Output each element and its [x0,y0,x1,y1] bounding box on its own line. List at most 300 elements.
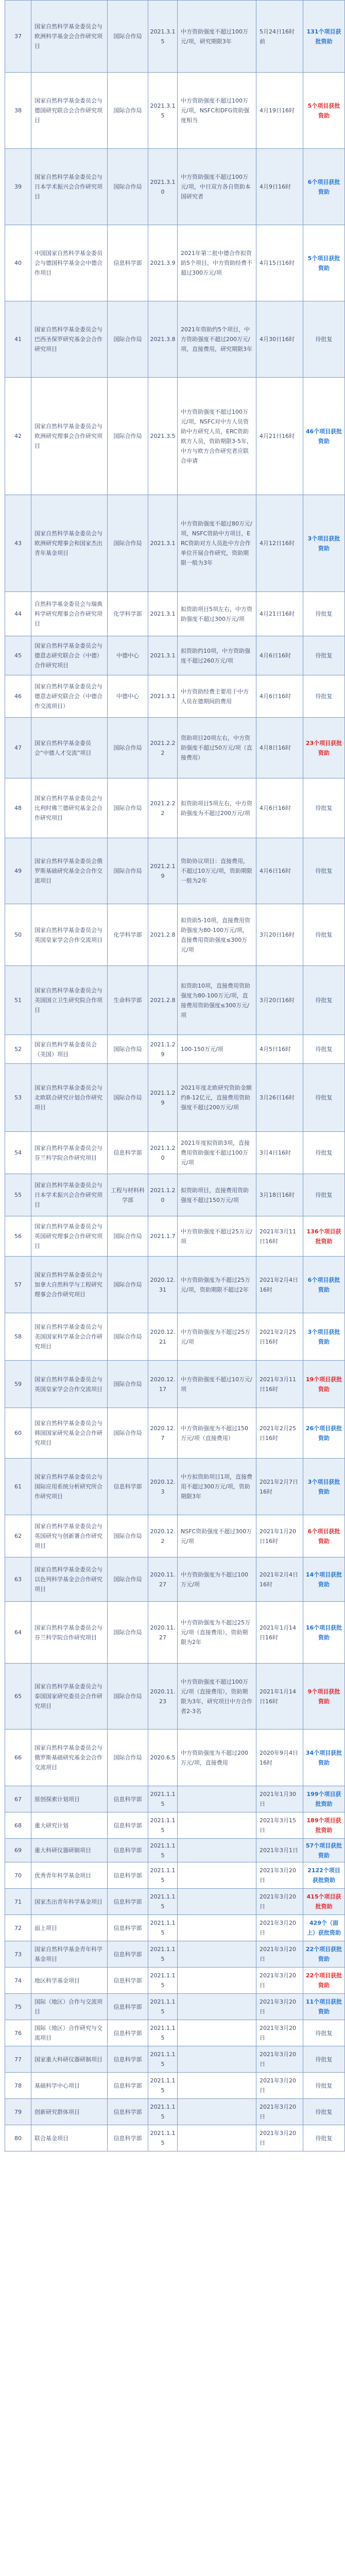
project-name: 国家自然科学基金委员会与美国国立卫生研究院合作项目 [31,966,108,1035]
table-row [5,1786,345,1812]
funding-detail: 中方资助经费主要用于中方人员在德期间的费用 [178,675,256,718]
department: 国际合作局 [108,1,148,73]
funding-detail: 中方资助强度不超过10万元/项 [178,1361,256,1408]
department: 国际合作局 [108,73,148,149]
project-name: 面上项目 [31,1915,108,1941]
deadline: 2021年2月7日16时 [256,1459,303,1515]
row-index: 54 [5,1132,31,1174]
status-link[interactable]: 429个（面上）获批资助 [307,1920,341,1936]
department: 生命科学部 [108,966,148,1035]
deadline: 4月6日16时 [256,778,303,838]
status-link: 待批复 [315,336,333,343]
status-link: 待批复 [315,2029,333,2037]
status-badge [303,966,345,1035]
funding-detail: 中方拟资助项目1项，直接费用不超过300万元/项，资助期限3年 [178,1459,256,1515]
department: 信息科学部 [108,2020,148,2046]
deadline: 2020年9月4日16时 [256,1730,303,1786]
deadline: 2021年1月20日16时 [256,1515,303,1557]
row-index: 74 [5,1968,31,1994]
funding-detail: 资助协议项目：直接费用，不超过10万元/项，资助期限一般为2年 [178,838,256,904]
row-index: 61 [5,1459,31,1515]
deadline: 4月8日16时 [256,718,303,778]
deadline: 4月6日16时 [256,675,303,718]
status-badge [303,2099,345,2125]
project-name: 国家自然科学基金委员会与英国皇家学会合作交流项目 [31,1361,108,1408]
department: 信息科学部 [108,1459,148,1515]
funding-detail: NSFC资助强度不超过300万元/项 [178,1515,256,1557]
status-link[interactable]: 22个项目获批资助 [305,1946,342,1962]
funding-detail: 拟资助5-10项，直接费用资助强度为80-100万元/项，直接费用资助强度≤300万元/项 [178,904,256,966]
deadline: 4月19日16时 [256,73,303,149]
project-name: 联合基金项目 [31,2125,108,2151]
status-link[interactable]: 16个项目获批资助 [305,1624,342,1641]
status-badge [303,1557,345,1602]
project-name: 国家自然科学基金委员会与德意志研究联合会（中德合作交流项目） [31,675,108,718]
deadline: 2021年2月25日16时 [256,1408,303,1459]
status-link[interactable]: 131个项目获批资助 [306,28,341,45]
deadline: 2021年2月4日16时 [256,1557,303,1602]
project-name: 创新研究群体项目 [31,2099,108,2125]
status-badge [303,2073,345,2099]
department: 化学科学部 [108,904,148,966]
deadline: 2021年3月20日 [256,2099,303,2125]
department: 国际合作局 [108,1361,148,1408]
deadline: 3月26日16时 [256,1064,303,1132]
deadline: 2021年1月14日16时 [256,1664,303,1730]
row-index: 62 [5,1515,31,1557]
status-badge [303,301,345,378]
row-index: 77 [5,2046,31,2073]
table-row [5,838,345,904]
status-link[interactable]: 57个项目获批资助 [305,1842,342,1859]
department: 国际合作局 [108,301,148,378]
project-name: 国家自然科学基金委员会与俄罗斯基础研究基金会合作交流项目 [31,1730,108,1786]
publish-date: 2020.12.17 [148,1361,178,1408]
deadline: 2021年2月25日16时 [256,1313,303,1361]
table-row [5,1602,345,1664]
table-row [5,1257,345,1313]
department: 国际合作局 [108,149,148,225]
publish-date: 2021.1.15 [148,2073,178,2099]
publish-date: 2020.6.5 [148,1730,178,1786]
status-badge [303,2020,345,2046]
department: 国际合作局 [108,1035,148,1064]
department: 信息科学部 [108,2099,148,2125]
row-index: 64 [5,1602,31,1664]
deadline: 2021年3月1日 [256,1839,303,1862]
row-index: 68 [5,1812,31,1839]
deadline: 2021年3月20日 [256,2125,303,2151]
funding-detail [178,1812,256,1839]
department: 国际合作局 [108,1313,148,1361]
status-badge [303,778,345,838]
status-badge [303,1664,345,1730]
table-row [5,1862,345,1889]
table-row [5,1174,345,1216]
department: 国际合作局 [108,1730,148,1786]
table-row [5,1408,345,1459]
publish-date: 2021.3.1 [148,636,178,675]
row-index: 38 [5,73,31,149]
row-index: 41 [5,301,31,378]
publish-date: 2021.1.15 [148,2099,178,2125]
department: 信息科学部 [108,2046,148,2073]
row-index: 39 [5,149,31,225]
publish-date: 2021.2.22 [148,778,178,838]
department: 信息科学部 [108,2073,148,2099]
status-link[interactable]: 22个项目获批资助 [305,1972,342,1989]
project-name: 国家自然科学基金委员会与德意志研究联合会（中德）合作研究项目 [31,636,108,675]
status-badge [303,1,345,73]
table-row [5,1557,345,1602]
deadline: 2021年3月20日 [256,2073,303,2099]
funding-detail: 2021年第二批中德合作拟资助5个项目，中方资助经费不超过300万元/项 [178,225,256,301]
status-link[interactable]: 5个项目获批资助 [307,255,340,272]
project-name: 自然科学基金委员会与瑞典科学研究理事会合作研究项目 [31,592,108,636]
project-name: 基础科学中心项目 [31,2073,108,2099]
table-row [5,592,345,636]
project-name: 地区科学基金项目 [31,1968,108,1994]
status-badge [303,1216,345,1257]
department: 信息科学部 [108,1941,148,1968]
deadline: 2021年3月20日 [256,1915,303,1941]
status-link: 待批复 [315,2056,333,2063]
status-link[interactable]: 6个项目获批资助 [307,1276,340,1293]
publish-date: 2020.12.31 [148,1257,178,1313]
row-index: 63 [5,1557,31,1602]
status-badge [303,1515,345,1557]
project-name: 国家重大科研仪器研制项目 [31,2046,108,2073]
publish-date: 2021.3.1 [148,592,178,636]
status-badge [303,1812,345,1839]
funding-detail [178,1915,256,1941]
publish-date: 2021.3.9 [148,225,178,301]
funding-detail: 2021年度拟资助3项，直接费用资助强度不超过100万元/项 [178,1132,256,1174]
project-name: 国家自然科学基金委员会与巴西圣保罗研究基金会合作研究项目 [31,301,108,378]
table-row [5,1459,345,1515]
department: 国际合作局 [108,1664,148,1730]
status-link[interactable]: 2122个项目获批资助 [307,1867,340,1884]
project-name: 国际（地区）合作研究与交流项目 [31,2020,108,2046]
deadline: 2021年3月20日 [256,1862,303,1889]
publish-date: 2021.1.15 [148,1812,178,1839]
status-link: 待批复 [315,693,333,700]
publish-date: 2021.1.29 [148,1035,178,1064]
publish-date: 2021.1.15 [148,1941,178,1968]
status-badge [303,225,345,301]
department: 信息科学部 [108,1839,148,1862]
status-badge [303,1361,345,1408]
status-link[interactable]: 5个项目获批资助 [307,102,340,119]
department: 中德中心 [108,636,148,675]
project-name: 国家自然科学基金委员会与韩国国家研究基金会合作研究项目 [31,1408,108,1459]
row-index: 40 [5,225,31,301]
deadline: 2021年3月20日 [256,1889,303,1915]
row-index: 57 [5,1257,31,1313]
table-row [5,1812,345,1839]
department: 信息科学部 [108,1889,148,1915]
deadline: 5月24日16时前 [256,1,303,73]
table-row [5,1361,345,1408]
table-row [5,636,345,675]
row-index: 49 [5,838,31,904]
status-badge [303,675,345,718]
status-link: 待批复 [315,805,333,811]
status-badge [303,1174,345,1216]
publish-date: 2021.1.15 [148,1968,178,1994]
row-index: 79 [5,2099,31,2125]
department: 信息科学部 [108,1132,148,1174]
project-name: 国家自然科学基金委员会与欧洲研究理事会合作研究项目 [31,378,108,495]
status-link[interactable]: 9个项目获批资助 [307,1688,340,1705]
project-name: 国家自然科学基金委员会与日本学术振兴会合作研究项目 [31,1174,108,1216]
row-index: 66 [5,1730,31,1786]
status-badge [303,1459,345,1515]
table-row [5,1216,345,1257]
table-row [5,1064,345,1132]
funding-detail: 中方资助强度为不超过25万元/项（直接费用），资助期限为2年 [178,1602,256,1664]
publish-date: 2021.2.8 [148,904,178,966]
deadline: 2021年3月11日16时 [256,1216,303,1257]
funding-detail [178,1786,256,1812]
status-badge [303,636,345,675]
funding-detail: 中方资助强度不超过100万元/项，中日双方各自资助本国研究者 [178,149,256,225]
status-link: 待批复 [315,1149,333,1156]
row-index: 67 [5,1786,31,1812]
status-badge [303,1730,345,1786]
deadline: 2021年3月20日 [256,2046,303,2073]
funding-detail: 中方资助强度不超过100万元/项，NSFC和DFG资助强度相当 [178,73,256,149]
status-link[interactable]: 26个项目获批资助 [305,1425,342,1442]
status-badge [303,1313,345,1361]
status-link: 待批复 [315,931,333,938]
funding-detail: 中方资助强度为不超过25万元/项 [178,1313,256,1361]
project-name: 国家自然科学基金委员会与国际应用系统分析研究所合作研究项目 [31,1459,108,1515]
project-name: 国家自然科学基金委员会与以色列科学基金会合作研究项目 [31,1557,108,1602]
table-row [5,378,345,495]
row-index: 76 [5,2020,31,2046]
status-link: 待批复 [315,868,333,874]
project-name: 国家自然科学基金委员会与欧洲科学基金会合作研究项目 [31,1,108,73]
status-link: 待批复 [315,997,333,1004]
department: 国际合作局 [108,1257,148,1313]
table-row [5,1515,345,1557]
table-row [5,2099,345,2125]
status-badge [303,718,345,778]
publish-date: 2020.11.27 [148,1602,178,1664]
status-link[interactable]: 415个项目获批资助 [306,1893,341,1910]
funding-detail [178,2020,256,2046]
funding-detail [178,2046,256,2073]
status-link: 待批复 [315,1192,333,1198]
publish-date: 2020.11.27 [148,1557,178,1602]
table-row [5,73,345,149]
project-name: 国家自然科学基金委员会与日本学术振兴会合作研究项目 [31,149,108,225]
status-link[interactable]: 3个项目获批资助 [307,1478,340,1495]
funding-detail [178,1839,256,1862]
row-index: 78 [5,2073,31,2099]
deadline: 2021年3月15日 [256,1812,303,1839]
funding-detail [178,1862,256,1889]
publish-date: 2021.1.15 [148,1786,178,1812]
department: 国际合作局 [108,1408,148,1459]
publish-date: 2021.3.15 [148,1,178,73]
table-row [5,149,345,225]
row-index: 50 [5,904,31,966]
status-badge [303,1257,345,1313]
status-link[interactable]: 189个项目获批资助 [306,1817,341,1834]
status-link[interactable]: 136个项目获批资助 [306,1228,341,1245]
table-row [5,675,345,718]
department: 国际合作局 [108,718,148,778]
table-row [5,1313,345,1361]
department: 信息科学部 [108,225,148,301]
status-badge [303,2046,345,2073]
project-name: 国家自然科学基金委员会与北欧联合研究计划合作研究项目 [31,1064,108,1132]
status-link[interactable]: 3个项目获批资助 [307,535,340,552]
status-link[interactable]: 3个项目获批资助 [307,1328,340,1345]
project-name: 国家自然科学基金委员会与欧洲研究理事会和国家杰出青年基金项目 [31,495,108,592]
project-name: 国家自然科学基金委员会与比利时佛兰德研究基金会合作研究项目 [31,778,108,838]
row-index: 46 [5,675,31,718]
funding-detail: 拟资助项目5项左右，中方资助强度不超过300万元/项 [178,592,256,636]
row-index: 44 [5,592,31,636]
publish-date: 2021.1.15 [148,2125,178,2151]
status-link[interactable]: 11个项目获批资助 [305,1998,342,2015]
project-name: 国家自然科学基金委员会与德国研究联合会合作研究项目 [31,73,108,149]
table-row [5,2073,345,2099]
publish-date: 2021.2.19 [148,838,178,904]
status-link[interactable]: 34个项目获批资助 [305,1749,342,1766]
funding-detail: 中方资助强度不超过100万元/项（直接费用），资助期限为3年，研究项目中方合作者2-3名 [178,1664,256,1730]
table-row [5,1664,345,1730]
row-index: 75 [5,1994,31,2020]
status-badge [303,592,345,636]
status-badge [303,838,345,904]
funding-detail: 拟资助约10项，中方资助强度不超过260万元/项 [178,636,256,675]
row-index: 58 [5,1313,31,1361]
status-badge [303,1889,345,1915]
table-row [5,301,345,378]
funding-detail: 中方资助强度不超过25万元/项 [178,1216,256,1257]
publish-date: 2021.1.15 [148,1915,178,1941]
department: 信息科学部 [108,1786,148,1812]
project-name: 国家自然科学基金委员会与加拿大自然科学与工程研究理事会合作研究项目 [31,1257,108,1313]
publish-date: 2021.1.15 [148,1889,178,1915]
project-name: 国家自然科学基金委员会与英国研究理事会合作研究项目 [31,1216,108,1257]
department: 信息科学部 [108,1915,148,1941]
project-name: 优秀青年科学基金项目 [31,1862,108,1889]
publish-date: 2021.1.15 [148,2046,178,2073]
table-row [5,778,345,838]
project-name: 国家自然科学基金委员会与芬兰科学院合作研究项目 [31,1132,108,1174]
status-badge [303,149,345,225]
grant-table-body [5,1,345,2151]
project-name: 重大科研仪器研制项目 [31,1839,108,1862]
project-name: 国家自然科学基金委员会与英国研究与创新署合作研究项目 [31,1515,108,1557]
publish-date: 2021.2.22 [148,718,178,778]
status-badge [303,1915,345,1941]
row-index: 37 [5,1,31,73]
status-link[interactable]: 6个项目获批资助 [307,1528,340,1545]
row-index: 72 [5,1915,31,1941]
project-name: 国际（地区）合作与交流项目 [31,1994,108,2020]
table-row [5,1,345,73]
status-link: 待批复 [315,652,333,659]
status-badge [303,1408,345,1459]
status-badge [303,1941,345,1968]
row-index: 65 [5,1664,31,1730]
publish-date: 2021.3.10 [148,149,178,225]
status-link: 待批复 [315,2082,333,2089]
department: 信息科学部 [108,2125,148,2151]
publish-date: 2020.12.3 [148,1459,178,1515]
deadline: 2021年3月20日 [256,2020,303,2046]
project-name: 国家杰出青年科学基金项目 [31,1889,108,1915]
deadline: 2021年1月14日16时 [256,1602,303,1664]
status-badge [303,1994,345,2020]
row-index: 51 [5,966,31,1035]
status-link[interactable]: 14个项目获批资助 [305,1571,342,1588]
table-row [5,1968,345,1994]
department: 国际合作局 [108,1515,148,1557]
funding-detail: 中方资助强度为不超过200万元/项，直接费用 [178,1730,256,1786]
department: 信息科学部 [108,1968,148,1994]
status-link[interactable]: 19个项目获批资助 [305,1376,342,1393]
funding-detail: 资助项目20项左右，中方资助强度不超过50万元/项（直接费用） [178,718,256,778]
department: 化学科学部 [108,592,148,636]
funding-detail: 拟资助10项，直接费用资助强度为80-100万元/项，直接费用资助强度≤300万元/项 [178,966,256,1035]
status-link[interactable]: 199个项目获批资助 [306,1791,341,1807]
status-badge [303,495,345,592]
status-link[interactable]: 6个项目获批资助 [307,178,340,195]
row-index: 70 [5,1862,31,1889]
status-link: 待批复 [315,1046,333,1053]
deadline: 3月18日16时 [256,1174,303,1216]
deadline: 3月4日16时 [256,1132,303,1174]
publish-date: 2021.1.15 [148,2020,178,2046]
publish-date: 2021.2.8 [148,966,178,1035]
table-row [5,1994,345,2020]
project-name: 中国国家自然科学基金委员会与德国科学基金会中德合作项目 [31,225,108,301]
row-index: 69 [5,1839,31,1862]
status-badge [303,1602,345,1664]
status-link[interactable]: 46个项目获批资助 [305,428,342,445]
row-index: 48 [5,778,31,838]
row-index: 60 [5,1408,31,1459]
status-badge [303,1064,345,1132]
deadline: 4月12日16时 [256,495,303,592]
funding-detail [178,2073,256,2099]
row-index: 43 [5,495,31,592]
department: 国际合作局 [108,778,148,838]
deadline: 3月20日16时 [256,966,303,1035]
department: 工程与材料科学部 [108,1174,148,1216]
table-row [5,1941,345,1968]
deadline: 2021年3月20日 [256,1941,303,1968]
table-row [5,1839,345,1862]
grant-table [5,0,345,2151]
row-index: 71 [5,1889,31,1915]
publish-date: 2020.12.7 [148,1408,178,1459]
status-badge [303,73,345,149]
status-link[interactable]: 23个项目获批资助 [305,739,342,756]
funding-detail [178,1994,256,2020]
project-name: 国家自然科学基金委员会与芬兰科学院合作研究项目 [31,1602,108,1664]
status-link: 待批复 [315,2108,333,2115]
deadline: 2021年3月20日 [256,1994,303,2020]
status-link: 待批复 [315,1094,333,1101]
